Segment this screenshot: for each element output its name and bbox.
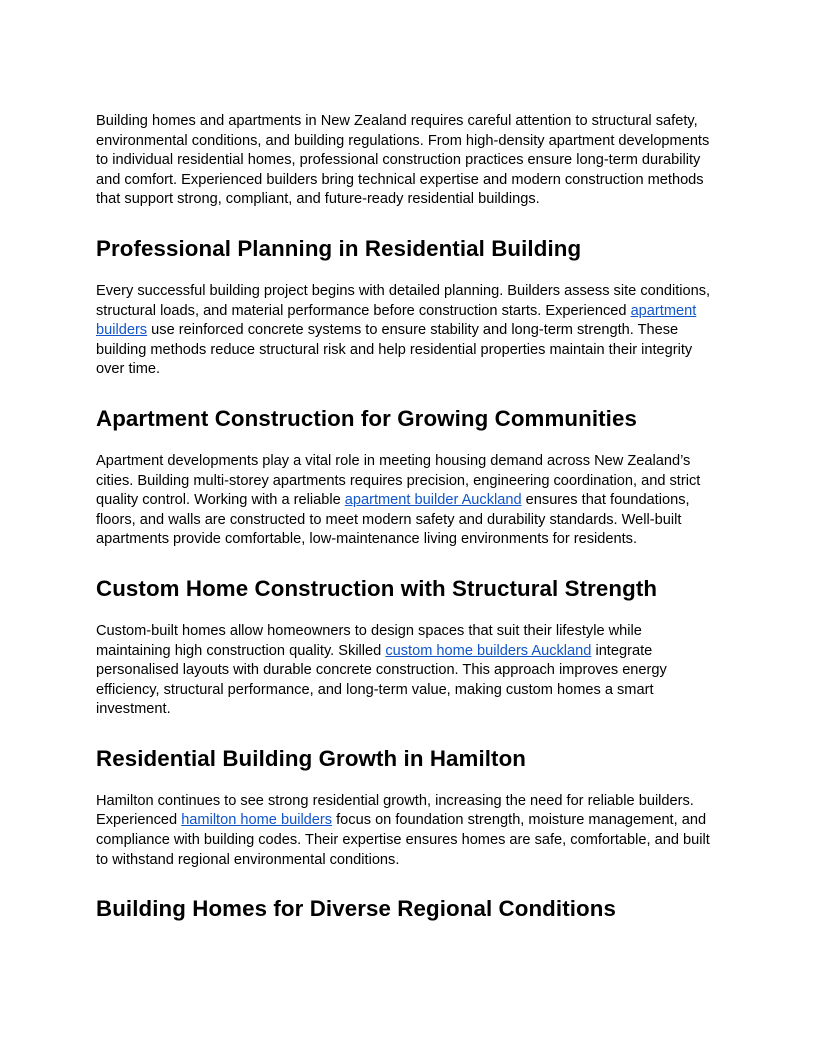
paragraph-professional-planning [96,282,720,380]
paragraph-text: use reinforced concrete systems to ensure stability and long-term strength. These building methods reduce structural risk and help residential properties maintain their integrity over time. [96,322,693,378]
paragraph-text: Custom-built homes allow homeowners to design spaces that suit their lifestyle while maintaining high construction quality. Skilled [96,622,642,659]
intro-paragraph: Building homes and apartments in New Zealand requires careful attention to structural safety, environmental conditions, and building regulations. From high-density apartment developments to individual residential homes, professional construction practices ensure long-term durability and comfort. Experienced builders bring technical expertise and modern construction methods that support strong, compliant, and future-ready residential buildings. [96,113,710,208]
paragraph-residential-growth-hamilton [96,792,720,870]
paragraph-text: integrate personalised layouts with durable concrete construction. This approach improves energy efficiency, structural performance, and long-term value, making custom homes a smart investment. [96,642,667,718]
custom-home-builders-auckland-link[interactable]: custom home builders Auckland [385,642,592,659]
document-page [96,112,720,923]
heading-custom-home-construction: Custom Home Construction with Structural Strength [96,575,658,601]
paragraph-text: Hamilton continues to see strong residential growth, increasing the need for reliable builders. Experienced [96,792,694,829]
heading-residential-growth-hamilton: Residential Building Growth in Hamilton [96,745,527,771]
apartment-builders-link[interactable]: apartment builders [96,302,697,339]
heading-diverse-regional-conditions: Building Homes for Diverse Regional Conditions [96,896,616,922]
paragraph-text: Apartment developments play a vital role in meeting housing demand across New Zealand’s cities. Building multi-storey apartments requires precision, engineering coordination, and strict quality control. Working with a reliable [96,452,701,509]
paragraph-text: ensures that foundations, floors, and walls are constructed to meet modern safety and durability standards. Well-built apartments provide comfortable, low-maintenance living environments for residents. [96,492,690,548]
paragraph-text: Every successful building project begins with detailed planning. Builders assess site conditions, structural loads, and material performance before construction starts. Experienced [96,282,711,319]
apartment-builder-auckland-link[interactable]: apartment builder Auckland [344,492,522,509]
paragraph-text: focus on foundation strength, moisture management, and compliance with building codes. Their expertise ensures homes are safe, comfortable, and built to withstand regional environmental conditions. [96,812,710,868]
heading-apartment-construction: Apartment Construction for Growing Communities [96,405,637,431]
heading-professional-planning: Professional Planning in Residential Building [96,235,582,261]
paragraph-apartment-construction [96,452,720,550]
hamilton-home-builders-link[interactable]: hamilton home builders [181,812,333,829]
paragraph-custom-home-construction [96,622,720,720]
